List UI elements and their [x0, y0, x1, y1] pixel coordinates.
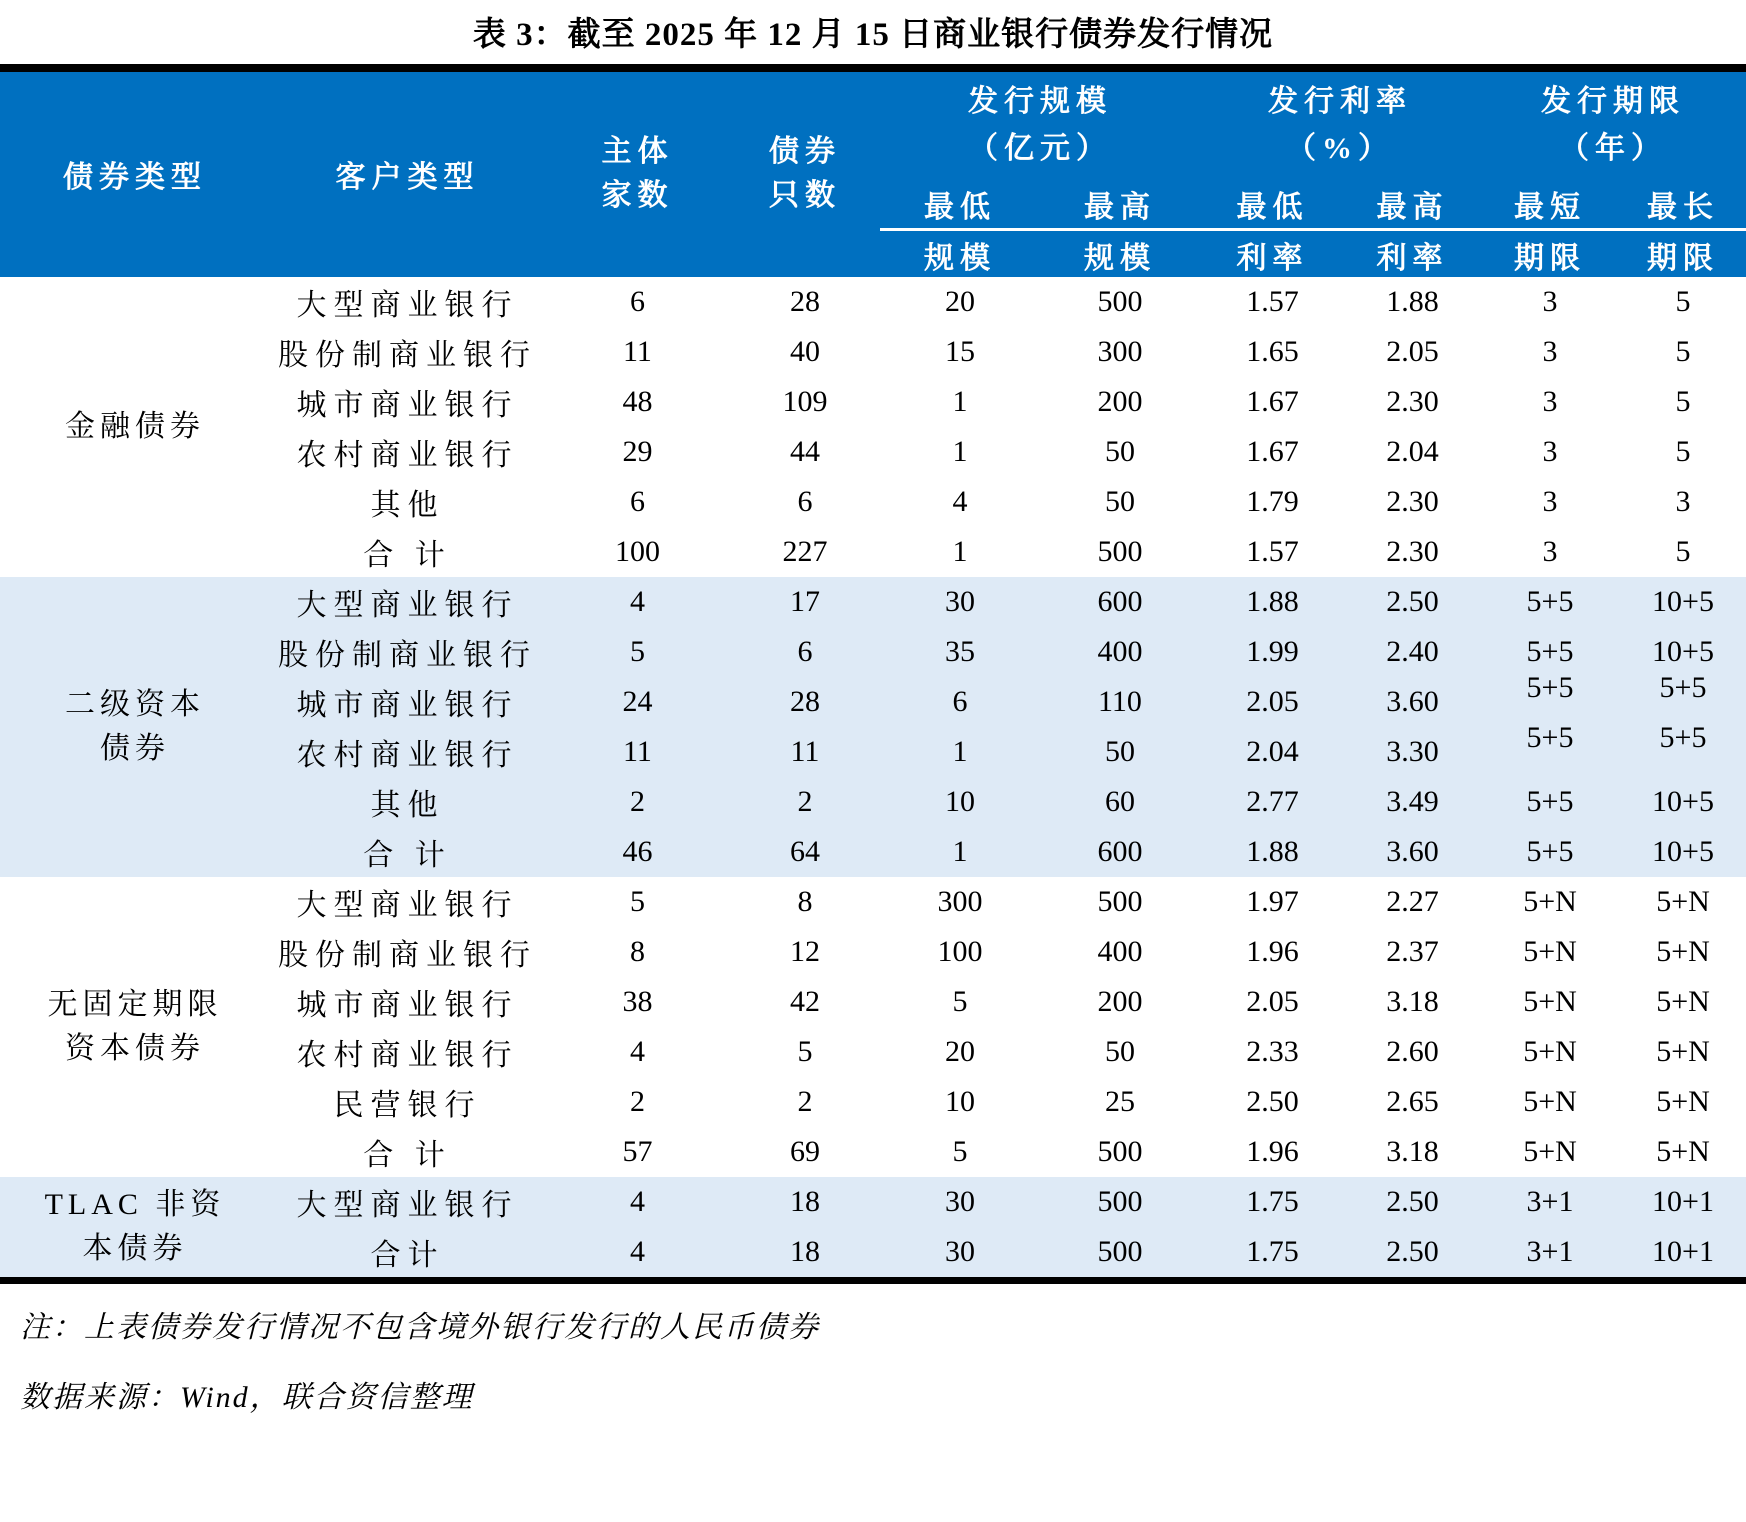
value-cell: 1.96 [1246, 934, 1299, 968]
value-cell: 1 [880, 827, 1040, 877]
bond-type-line: 无固定期限 [47, 987, 223, 1021]
customer-type-cell: 大型商业银行 [296, 888, 519, 922]
value-cell [1620, 670, 1746, 727]
customer-type-cell: 大型商业银行 [296, 288, 519, 322]
value-cell: 29 [622, 434, 653, 468]
col-header-max-rate-bottom: 利率 [1345, 229, 1480, 277]
value-cell: 17 [730, 577, 880, 627]
value-cell: 25 [1105, 1084, 1135, 1118]
value-cell [1480, 670, 1620, 727]
value-cell: 12 [790, 934, 820, 968]
value-cell: 50 [1105, 434, 1135, 468]
value-cell: 6 [797, 484, 813, 518]
issuer-count-line2: 家数 [601, 179, 674, 213]
value-cell: 18 [730, 1177, 880, 1227]
col-header-min-term-top: 最短 [1480, 177, 1620, 229]
value-cell: 2.40 [1345, 627, 1480, 677]
value-cell: 5+N [1523, 1084, 1577, 1118]
value-cell: 3 [1542, 284, 1558, 318]
value-cell: 5+5 [1480, 777, 1620, 827]
raised-term-value: 5+5 [1526, 670, 1574, 704]
value-cell: 1.57 [1246, 284, 1299, 318]
value-cell: 5+N [1656, 1134, 1710, 1168]
value-cell: 35 [880, 627, 1040, 677]
bond-type-cell [0, 577, 270, 877]
value-cell: 2.30 [1386, 484, 1439, 518]
value-cell: 3+1 [1480, 1227, 1620, 1277]
value-cell: 1.99 [1200, 627, 1345, 677]
col-header-issuer-count [545, 72, 730, 277]
col-header-customer-type: 客户类型 [270, 72, 545, 277]
value-cell: 20 [945, 284, 975, 318]
value-cell: 1.96 [1246, 1134, 1299, 1168]
value-cell: 2 [730, 777, 880, 827]
value-cell: 4 [952, 484, 968, 518]
value-cell [1480, 720, 1620, 777]
value-cell: 5+N [1656, 1084, 1710, 1118]
bond-count-line2: 只数 [769, 179, 841, 213]
value-cell: 600 [1040, 577, 1200, 627]
customer-type-cell: 合计 [270, 1227, 545, 1277]
value-cell: 28 [790, 284, 820, 318]
value-cell: 2.04 [1386, 434, 1439, 468]
customer-type-cell: 城市商业银行 [270, 677, 545, 727]
value-cell: 5 [797, 1034, 813, 1068]
footnotes [0, 1284, 1746, 1416]
customer-type-cell: 股份制商业银行 [278, 938, 537, 972]
customer-type-cell: 合 计 [363, 538, 452, 572]
value-cell: 3.18 [1386, 1134, 1439, 1168]
customer-type-cell: 合 计 [363, 1138, 452, 1172]
customer-type-cell: 合 计 [270, 827, 545, 877]
value-cell: 6 [730, 627, 880, 677]
value-cell: 2.33 [1246, 1034, 1299, 1068]
value-cell: 2 [797, 1084, 813, 1118]
value-cell: 5+N [1523, 1034, 1577, 1068]
customer-type-cell: 股份制商业银行 [278, 338, 537, 372]
value-cell: 5+N [1523, 884, 1577, 918]
col-header-max-term-top: 最长 [1620, 177, 1746, 229]
value-cell: 3+1 [1480, 1177, 1620, 1227]
value-cell: 2.05 [1200, 677, 1345, 727]
value-cell: 2 [545, 777, 730, 827]
value-cell: 500 [1097, 1134, 1143, 1168]
value-cell: 2.30 [1386, 384, 1439, 418]
value-cell: 10+5 [1620, 827, 1746, 877]
header-row-groups [0, 72, 1746, 177]
value-cell: 100 [937, 934, 983, 968]
value-cell: 3 [1542, 384, 1558, 418]
bond-type-line: 债券 [100, 731, 170, 765]
value-cell: 3.60 [1345, 827, 1480, 877]
customer-type-cell: 其他 [270, 777, 545, 827]
value-cell: 3 [1542, 484, 1558, 518]
value-cell: 4 [545, 1227, 730, 1277]
table-note: 注：上表债券发行情况不包含境外银行发行的人民币债券 [20, 1310, 820, 1344]
value-cell: 5 [1675, 434, 1691, 468]
col-header-max-scale-top: 最高 [1040, 177, 1200, 229]
value-cell: 500 [1097, 884, 1143, 918]
value-cell: 5 [545, 627, 730, 677]
col-header-bond-count [730, 72, 880, 277]
value-cell: 10+1 [1620, 1177, 1746, 1227]
col-header-max-scale-bottom: 规模 [1040, 229, 1200, 277]
value-cell: 5+N [1656, 934, 1710, 968]
col-header-max-rate-top: 最高 [1345, 177, 1480, 229]
value-cell: 300 [1097, 334, 1143, 368]
table-row [0, 277, 1746, 327]
value-cell: 10+1 [1620, 1227, 1746, 1277]
value-cell: 4 [630, 1034, 645, 1068]
value-cell: 3 [1542, 434, 1558, 468]
customer-type-cell: 民营银行 [333, 1088, 482, 1122]
value-cell: 1.97 [1246, 884, 1299, 918]
value-cell: 30 [880, 1177, 1040, 1227]
customer-type-cell: 农村商业银行 [270, 727, 545, 777]
bond-type-cell [0, 277, 270, 577]
bond-type-cell [0, 1177, 270, 1277]
col-header-min-scale-top: 最低 [880, 177, 1040, 229]
issue-term-line1: 发行期限 [1541, 84, 1685, 118]
title-divider-rule [0, 64, 1746, 72]
value-cell: 200 [1097, 984, 1143, 1018]
value-cell: 5+N [1523, 984, 1577, 1018]
value-cell: 18 [730, 1227, 880, 1277]
issue-term-line2: （年） [1559, 131, 1667, 165]
value-cell: 28 [730, 677, 880, 727]
value-cell: 8 [630, 934, 645, 968]
value-cell: 44 [790, 434, 820, 468]
value-cell: 5 [630, 884, 645, 918]
value-cell: 500 [1040, 1177, 1200, 1227]
value-cell: 6 [880, 677, 1040, 727]
value-cell: 1.67 [1246, 384, 1299, 418]
value-cell: 40 [790, 334, 820, 368]
value-cell: 11 [623, 334, 652, 368]
value-cell: 1.75 [1200, 1177, 1345, 1227]
value-cell [1620, 720, 1746, 777]
value-cell: 42 [790, 984, 820, 1018]
value-cell: 3.49 [1345, 777, 1480, 827]
customer-type-cell: 大型商业银行 [270, 1177, 545, 1227]
value-cell: 5 [952, 984, 968, 1018]
value-cell: 5 [1675, 534, 1691, 568]
value-cell: 2.05 [1246, 984, 1299, 1018]
customer-type-cell: 农村商业银行 [296, 1038, 519, 1072]
table-bottom-rule [0, 1277, 1746, 1284]
value-cell: 3.18 [1386, 984, 1439, 1018]
value-cell: 5 [952, 1134, 968, 1168]
value-cell: 5 [1675, 384, 1691, 418]
customer-type-cell: 其他 [370, 488, 445, 522]
value-cell: 2.30 [1386, 534, 1439, 568]
value-cell: 2.50 [1246, 1084, 1299, 1118]
customer-type-cell: 大型商业银行 [270, 577, 545, 627]
value-cell: 500 [1040, 1227, 1200, 1277]
value-cell: 10+5 [1620, 777, 1746, 827]
value-cell: 50 [1040, 727, 1200, 777]
value-cell: 6 [630, 284, 645, 318]
value-cell: 1.88 [1200, 577, 1345, 627]
value-cell: 1.75 [1200, 1227, 1345, 1277]
customer-type-cell: 城市商业银行 [296, 988, 519, 1022]
value-cell: 11 [730, 727, 880, 777]
data-source-note: 数据来源：Wind，联合资信整理 [20, 1380, 474, 1414]
table-title: 表 3：截至 2025 年 12 月 15 日商业银行债券发行情况 [472, 17, 1274, 53]
value-cell: 64 [730, 827, 880, 877]
issue-scale-line1: 发行规模 [968, 84, 1112, 118]
value-cell: 600 [1040, 827, 1200, 877]
col-header-bond-type: 债券类型 [0, 72, 270, 277]
value-cell: 4 [545, 1177, 730, 1227]
col-header-min-rate-top: 最低 [1200, 177, 1345, 229]
value-cell: 2.04 [1200, 727, 1345, 777]
value-cell: 10 [945, 1084, 975, 1118]
issuer-count-line1: 主体 [601, 135, 674, 169]
bond-count-lines [730, 130, 880, 218]
value-cell: 15 [945, 334, 975, 368]
value-cell: 3.60 [1345, 677, 1480, 727]
value-cell: 69 [790, 1134, 820, 1168]
value-cell: 5 [1675, 334, 1691, 368]
value-cell: 5+N [1523, 1134, 1577, 1168]
value-cell: 20 [945, 1034, 975, 1068]
value-cell: 2.65 [1386, 1084, 1439, 1118]
value-cell: 500 [1097, 534, 1143, 568]
value-cell: 2 [630, 1084, 645, 1118]
value-cell: 10+5 [1620, 627, 1746, 677]
value-cell: 1.57 [1246, 534, 1299, 568]
value-cell: 5 [1675, 284, 1691, 318]
customer-type-cell: 农村商业银行 [296, 438, 519, 472]
bond-count-line1: 债券 [769, 135, 841, 169]
value-cell: 1 [952, 434, 968, 468]
raised-term-value: 5+5 [1659, 720, 1707, 754]
bond-type-line: TLAC 非资 [44, 1187, 226, 1221]
value-cell: 48 [622, 384, 653, 418]
table-row [0, 877, 1746, 927]
value-cell: 2.37 [1386, 934, 1439, 968]
value-cell: 46 [545, 827, 730, 877]
value-cell: 500 [1097, 284, 1143, 318]
value-cell: 3 [1675, 484, 1691, 518]
value-cell: 30 [880, 1227, 1040, 1277]
value-cell: 10 [880, 777, 1040, 827]
value-cell: 38 [622, 984, 653, 1018]
value-cell: 6 [630, 484, 645, 518]
value-cell: 300 [937, 884, 983, 918]
value-cell: 3.30 [1345, 727, 1480, 777]
value-cell: 1.88 [1386, 284, 1439, 318]
value-cell: 110 [1040, 677, 1200, 727]
value-cell: 2.50 [1345, 1227, 1480, 1277]
value-cell: 200 [1097, 384, 1143, 418]
value-cell: 2.60 [1386, 1034, 1439, 1068]
value-cell: 400 [1097, 934, 1143, 968]
value-cell: 2.77 [1200, 777, 1345, 827]
value-cell: 5+N [1523, 934, 1577, 968]
issue-scale-line2: （亿元） [968, 131, 1112, 165]
value-cell: 1 [952, 384, 968, 418]
value-cell: 50 [1105, 1034, 1135, 1068]
value-cell: 8 [797, 884, 813, 918]
value-cell: 5+N [1656, 884, 1710, 918]
table-row [0, 577, 1746, 627]
bond-issuance-table [0, 72, 1746, 1277]
table-header [0, 72, 1746, 277]
group-header-issue-rate [1200, 72, 1480, 177]
value-cell: 50 [1105, 484, 1135, 518]
value-cell: 1.79 [1246, 484, 1299, 518]
value-cell: 1.65 [1246, 334, 1299, 368]
value-cell: 4 [545, 577, 730, 627]
issue-rate-line1: 发行利率 [1268, 84, 1412, 118]
table-row [0, 1177, 1746, 1227]
value-cell: 60 [1040, 777, 1200, 827]
value-cell: 5+N [1656, 1034, 1710, 1068]
value-cell: 5+5 [1480, 827, 1620, 877]
value-cell: 400 [1040, 627, 1200, 677]
issue-rate-line2: （%） [1286, 131, 1394, 165]
raised-term-value: 5+5 [1526, 720, 1574, 754]
group-header-issue-term [1480, 72, 1746, 177]
value-cell: 2.50 [1345, 577, 1480, 627]
bond-type-line: 资本债券 [65, 1031, 205, 1065]
value-cell: 1.88 [1200, 827, 1345, 877]
customer-type-cell: 城市商业银行 [296, 388, 519, 422]
value-cell: 100 [615, 534, 660, 568]
value-cell: 57 [622, 1134, 653, 1168]
value-cell: 5+N [1656, 984, 1710, 1018]
value-cell: 3 [1542, 534, 1558, 568]
value-cell: 109 [782, 384, 828, 418]
value-cell: 5+5 [1480, 627, 1620, 677]
value-cell: 2.05 [1386, 334, 1439, 368]
bond-type-line: 本债券 [82, 1231, 188, 1265]
col-header-min-rate-bottom: 利率 [1200, 229, 1345, 277]
value-cell: 227 [782, 534, 828, 568]
value-cell: 11 [545, 727, 730, 777]
issuer-count-lines [545, 130, 730, 218]
value-cell: 10+5 [1620, 577, 1746, 627]
value-cell: 5+5 [1480, 577, 1620, 627]
value-cell: 2.50 [1345, 1177, 1480, 1227]
value-cell: 3 [1542, 334, 1558, 368]
value-cell: 1 [880, 727, 1040, 777]
bond-type-line: 金融债券 [65, 409, 205, 443]
group-header-issue-scale [880, 72, 1200, 177]
value-cell: 30 [880, 577, 1040, 627]
raised-term-value: 5+5 [1659, 670, 1707, 704]
value-cell: 2.27 [1386, 884, 1439, 918]
bond-type-line: 二级资本 [65, 687, 205, 721]
value-cell: 24 [545, 677, 730, 727]
bond-type-cell [0, 877, 270, 1177]
col-header-min-term-bottom: 期限 [1480, 229, 1620, 277]
col-header-max-term-bottom: 期限 [1620, 229, 1746, 277]
customer-type-cell: 股份制商业银行 [270, 627, 545, 677]
col-header-min-scale-bottom: 规模 [880, 229, 1040, 277]
value-cell: 1.67 [1246, 434, 1299, 468]
value-cell: 1 [952, 534, 968, 568]
table-body [0, 277, 1746, 1277]
